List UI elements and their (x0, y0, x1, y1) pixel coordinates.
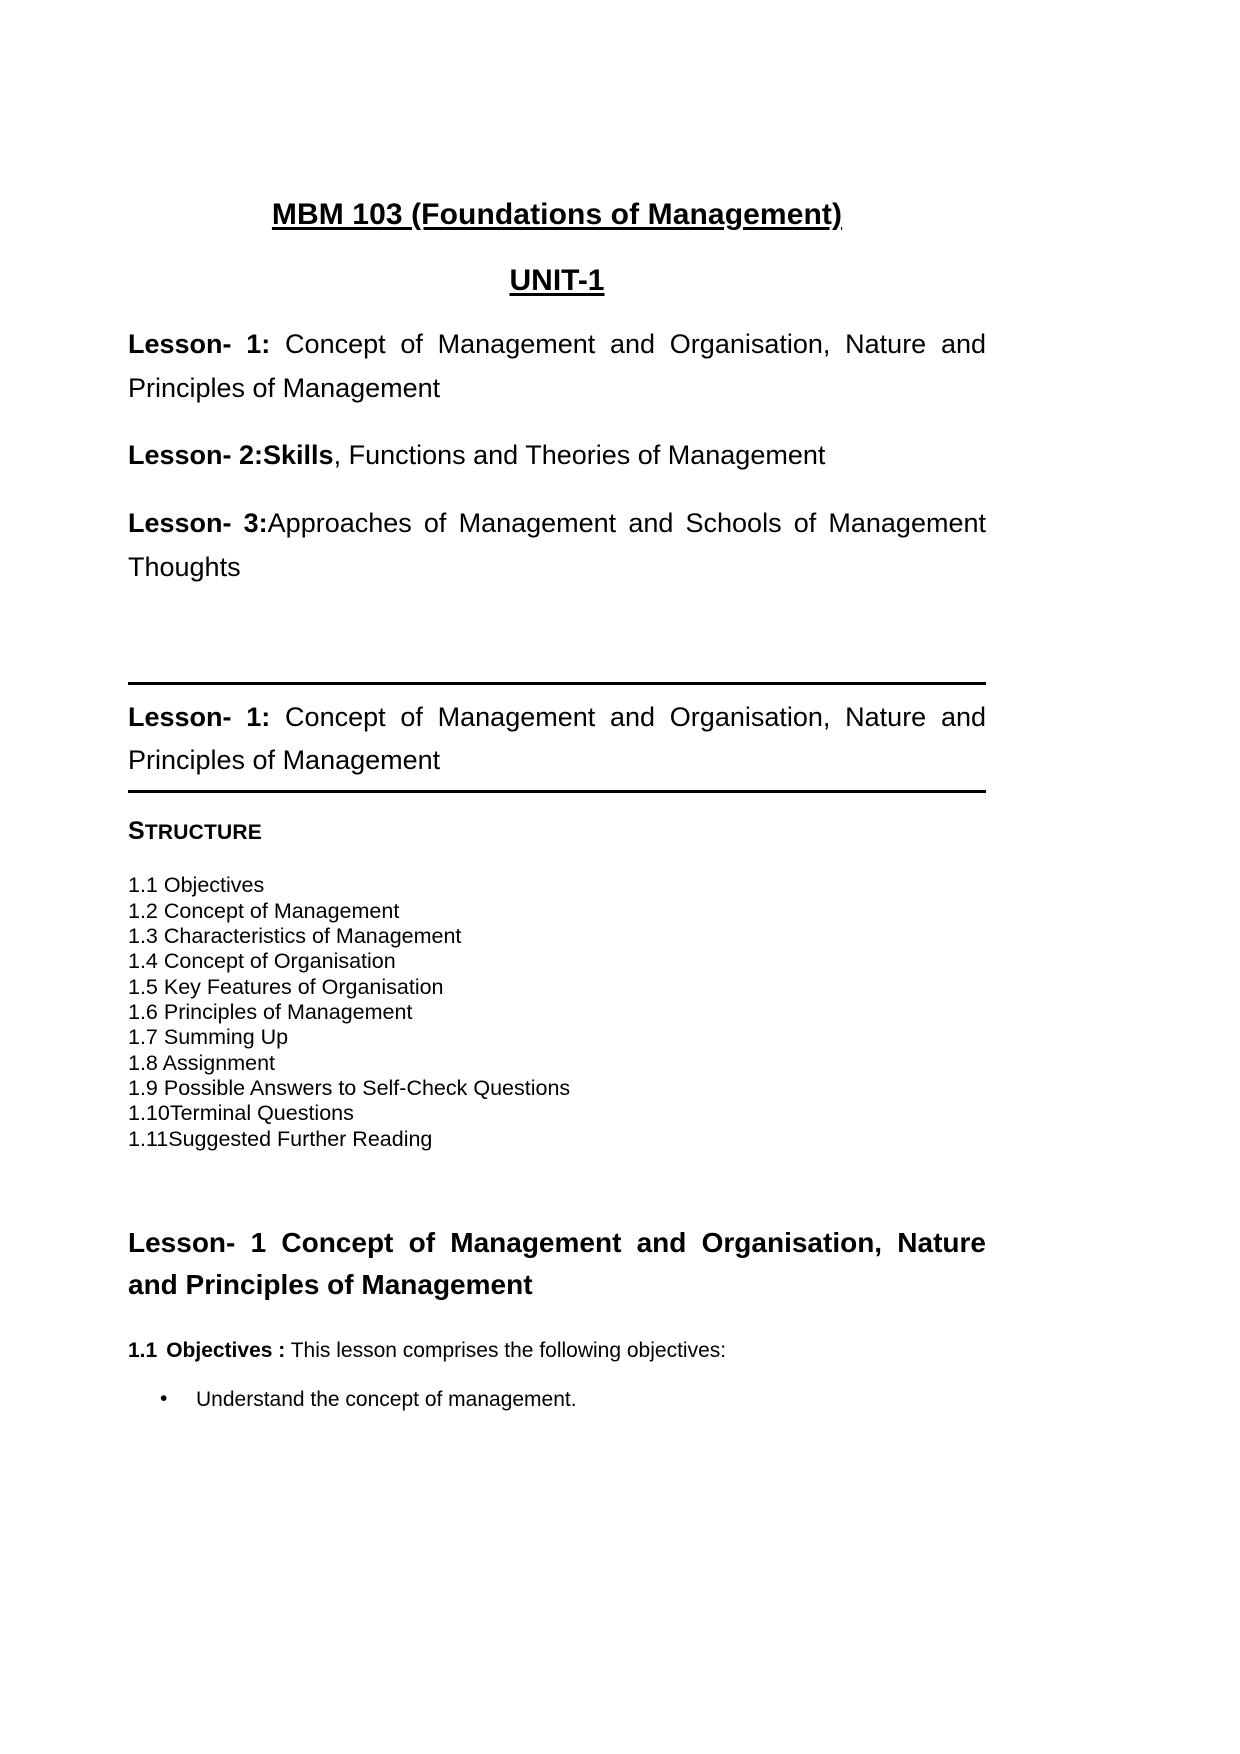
unit-lesson-3 (128, 478, 986, 589)
structure-label-rest: TRUCTURE (144, 821, 262, 845)
lesson-heading (128, 696, 986, 783)
bullet-icon: • (160, 1387, 168, 1411)
list-item (128, 1385, 986, 1414)
list-item: 1.6 Principles of Management (128, 999, 413, 1024)
unit-lesson-3-text: Approaches of Management and Schools of Management Thoughts (128, 508, 986, 582)
list-item: 1.5 Key Features of Organisation (128, 974, 444, 999)
list-item: 1.7 Summing Up (128, 1025, 289, 1050)
list-item: 1.2 Concept of Management (128, 898, 400, 923)
list-item: 1.3 Characteristics of Management (128, 923, 462, 948)
page-content (128, 0, 986, 1415)
structure-label-first: S (128, 817, 145, 846)
section-heading: Lesson- 1 Concept of Management and Organisation, Nature and Principles of Management (128, 1227, 986, 1301)
structure-label (128, 793, 986, 846)
list-item: 1.11Suggested Further Reading (128, 1126, 433, 1151)
objectives-paragraph (128, 1306, 986, 1365)
document-title-text: MBM 103 (Foundations of Management) (271, 198, 843, 231)
list-item: 1.10Terminal Questions (128, 1101, 354, 1126)
unit-lesson-3-label: Lesson- 3: (128, 508, 268, 539)
list-item-label: Understand the concept of management. (196, 1388, 577, 1412)
objectives-intro: This lesson comprises the following objectives: (285, 1339, 727, 1363)
list-item: 1.8 Assignment (128, 1050, 276, 1075)
document-title (128, 0, 986, 234)
unit-lesson-2-text: , Functions and Theories of Management (333, 440, 826, 471)
lesson-heading-block (128, 682, 986, 793)
unit-lesson-2 (128, 410, 986, 478)
structure-list (128, 846, 986, 1152)
unit-lesson-1-text: Concept of Management and Organisation, Nature and Principles of Management (128, 329, 987, 403)
list-item: 1.1 Objectives (128, 873, 265, 898)
lesson-heading-text: Concept of Management and Organisation, Nature and Principles of Management (128, 701, 987, 776)
objectives-number: 1.1 (128, 1339, 158, 1363)
list-item: 1.9 Possible Answers to Self-Check Questions (128, 1076, 571, 1101)
unit-lesson-2-label: Lesson- 2:Skills (128, 440, 334, 471)
objectives-list (128, 1365, 986, 1414)
unit-title (128, 234, 986, 300)
objectives-label: Objectives : (166, 1339, 286, 1363)
list-item: 1.4 Concept of Organisation (128, 949, 396, 974)
unit-lesson-1-label: Lesson- 1: (128, 329, 271, 359)
unit-title-text: UNIT-1 (509, 263, 605, 297)
unit-lesson-1 (128, 299, 986, 410)
lesson-heading-label: Lesson- 1: (128, 701, 271, 732)
